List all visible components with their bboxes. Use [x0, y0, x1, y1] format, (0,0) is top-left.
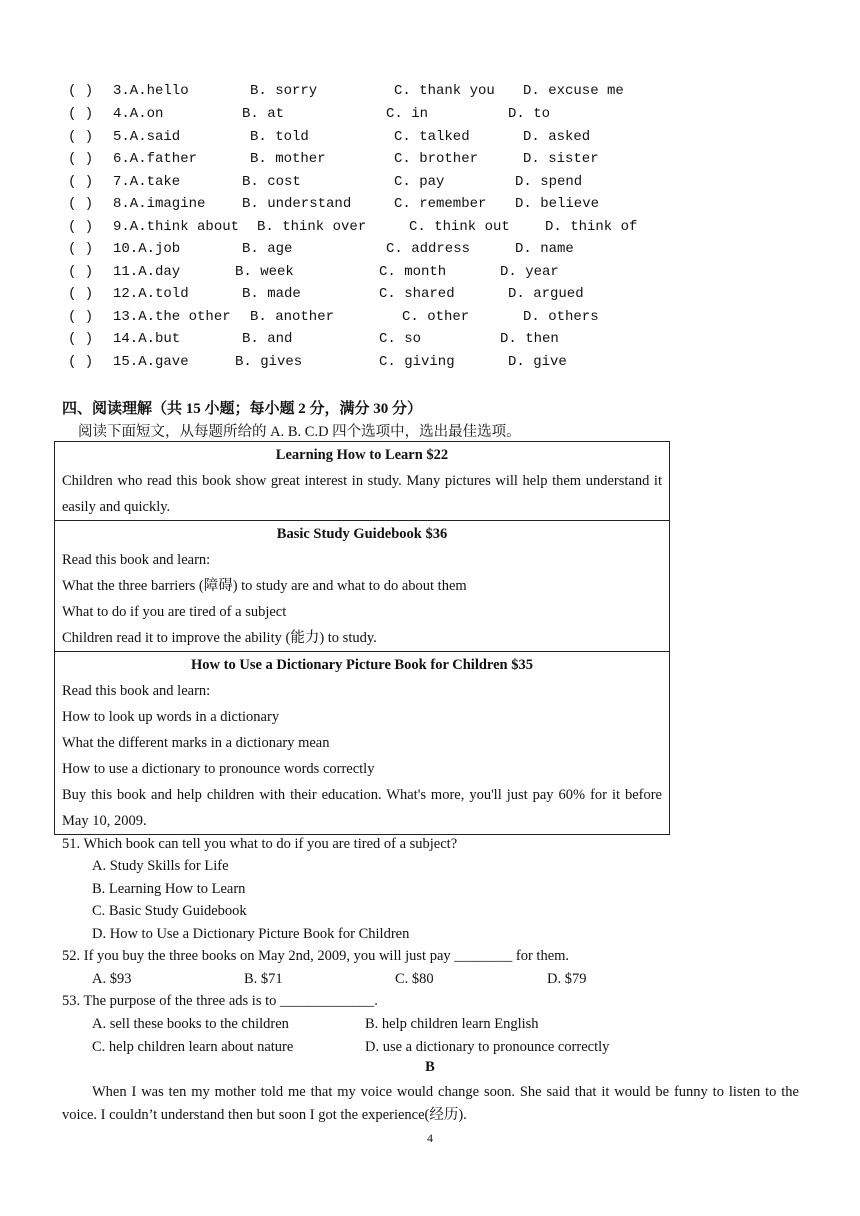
option-b: B. understand — [242, 196, 352, 212]
question-52-option-c: C. $80 — [395, 971, 434, 987]
question-51-option-b: B. Learning How to Learn — [92, 881, 246, 897]
question-51-option-a: A. Study Skills for Life — [92, 858, 229, 874]
option-b: B. told — [250, 129, 309, 145]
option-b: B. week — [235, 264, 294, 280]
ad-line: What the different marks in a dictionary mean — [62, 735, 330, 751]
option-d: D. sister — [523, 151, 599, 167]
question-52-option-a: A. $93 — [92, 971, 132, 987]
answer-parens: ( ) — [68, 129, 94, 145]
option-d: D. then — [500, 331, 559, 347]
book-ads-table — [54, 441, 670, 835]
option-a: 10.A.job — [113, 241, 181, 257]
option-c: C. pay — [394, 174, 445, 190]
section-instruction: 阅读下面短文，从每题所给的 A. B. C.D 四个选项中，选出最佳选项。 — [78, 424, 521, 440]
question-52-option-d: D. $79 — [547, 971, 587, 987]
option-d: D. excuse me — [523, 83, 624, 99]
question-53-option-d: D. use a dictionary to pronounce correctly — [365, 1039, 610, 1055]
option-a: 12.A.told — [113, 286, 189, 302]
passage-b-text: When I was ten my mother told me that my voice would change soon. She said that it would be funny to listen to the voice. I couldn’t understand then but soon I got the experience(经历). — [62, 1084, 799, 1123]
question-51-option-d: D. How to Use a Dictionary Picture Book for Children — [92, 926, 410, 942]
option-c: C. giving — [379, 354, 455, 370]
ad-1 — [55, 442, 670, 521]
question-53-option-c: C. help children learn about nature — [92, 1039, 294, 1055]
ad-line: What to do if you are tired of a subject — [62, 604, 287, 620]
ad-line: How to use a dictionary to pronounce words correctly — [62, 761, 375, 777]
option-c: C. address — [386, 241, 471, 257]
ad-2 — [55, 521, 670, 652]
option-c: C. talked — [394, 129, 470, 145]
option-b: B. age — [242, 241, 293, 257]
option-c: C. shared — [379, 286, 455, 302]
option-d: D. think of — [545, 219, 638, 235]
question-53-option-a: A. sell these books to the children — [92, 1016, 289, 1032]
question-53-stem: 53. The purpose of the three ads is to _____________. — [62, 993, 378, 1009]
answer-parens: ( ) — [68, 241, 94, 257]
ad-title: Learning How to Learn $22 — [275, 447, 449, 463]
ad-line: What the three barriers (障碍) to study are and what to do about them — [62, 578, 467, 594]
option-a: 13.A.the other — [113, 309, 231, 325]
ad-title: How to Use a Dictionary Picture Book for Children $35 — [191, 657, 533, 673]
option-d: D. believe — [515, 196, 600, 212]
ad-line: Buy this book and help children with their education. What's more, you'll just pay 60% for it before May 10, 2009. — [62, 787, 662, 829]
option-d: D. name — [515, 241, 574, 257]
ad-line: Children read it to improve the ability (能力) to study. — [62, 630, 377, 646]
option-d: D. to — [508, 106, 551, 122]
option-c: C. so — [379, 331, 422, 347]
option-a: 11.A.day — [113, 264, 181, 280]
answer-parens: ( ) — [68, 309, 94, 325]
option-a: 6.A.father — [113, 151, 198, 167]
option-d: D. argued — [508, 286, 584, 302]
option-a: 9.A.think about — [113, 219, 240, 235]
option-c: C. think out — [409, 219, 510, 235]
option-a: 14.A.but — [113, 331, 181, 347]
option-a: 7.A.take — [113, 174, 181, 190]
ad-line: Read this book and learn: — [62, 683, 211, 699]
option-c: C. remember — [394, 196, 487, 212]
ad-3 — [55, 652, 670, 835]
ad-line: Children who read this book show great interest in study. Many pictures will help them understand it easily and quickly. — [62, 473, 662, 515]
option-b: B. and — [242, 331, 293, 347]
answer-parens: ( ) — [68, 354, 94, 370]
answer-parens: ( ) — [68, 174, 94, 190]
option-d: D. asked — [523, 129, 591, 145]
ad-line: Read this book and learn: — [62, 552, 211, 568]
section-title: 四、阅读理解（共 15 小题；每小题 2 分，满分 30 分） — [62, 401, 423, 417]
option-a: 4.A.on — [113, 106, 164, 122]
option-c: C. thank you — [394, 83, 495, 99]
question-53-option-b: B. help children learn English — [365, 1016, 539, 1032]
answer-parens: ( ) — [68, 196, 94, 212]
option-d: D. spend — [515, 174, 583, 190]
option-c: C. brother — [394, 151, 479, 167]
option-b: B. at — [242, 106, 285, 122]
option-b: B. sorry — [250, 83, 318, 99]
passage-label: B — [425, 1059, 435, 1075]
option-c: C. in — [386, 106, 429, 122]
question-52-stem: 52. If you buy the three books on May 2nd, 2009, you will just pay ________ for them. — [62, 948, 570, 964]
ad-line: How to look up words in a dictionary — [62, 709, 280, 725]
option-b: B. gives — [235, 354, 303, 370]
option-c: C. other — [402, 309, 470, 325]
option-b: B. another — [250, 309, 335, 325]
option-d: D. give — [508, 354, 567, 370]
option-a: 15.A.gave — [113, 354, 189, 370]
option-b: B. made — [242, 286, 301, 302]
option-a: 8.A.imagine — [113, 196, 206, 212]
option-c: C. month — [379, 264, 447, 280]
answer-parens: ( ) — [68, 219, 94, 235]
page-number: 4 — [427, 1131, 433, 1145]
option-a: 3.A.hello — [113, 83, 189, 99]
answer-parens: ( ) — [68, 331, 94, 347]
question-52-option-b: B. $71 — [244, 971, 283, 987]
option-b: B. cost — [242, 174, 301, 190]
ad-title: Basic Study Guidebook $36 — [276, 526, 448, 542]
option-d: D. year — [500, 264, 559, 280]
option-b: B. think over — [257, 219, 367, 235]
option-d: D. others — [523, 309, 599, 325]
answer-parens: ( ) — [68, 151, 94, 167]
answer-parens: ( ) — [68, 286, 94, 302]
answer-parens: ( ) — [68, 106, 94, 122]
question-51-stem: 51. Which book can tell you what to do if you are tired of a subject? — [62, 836, 458, 852]
answer-parens: ( ) — [68, 83, 94, 99]
option-a: 5.A.said — [113, 129, 181, 145]
question-51-option-c: C. Basic Study Guidebook — [92, 903, 247, 919]
option-b: B. mother — [250, 151, 326, 167]
answer-parens: ( ) — [68, 264, 94, 280]
